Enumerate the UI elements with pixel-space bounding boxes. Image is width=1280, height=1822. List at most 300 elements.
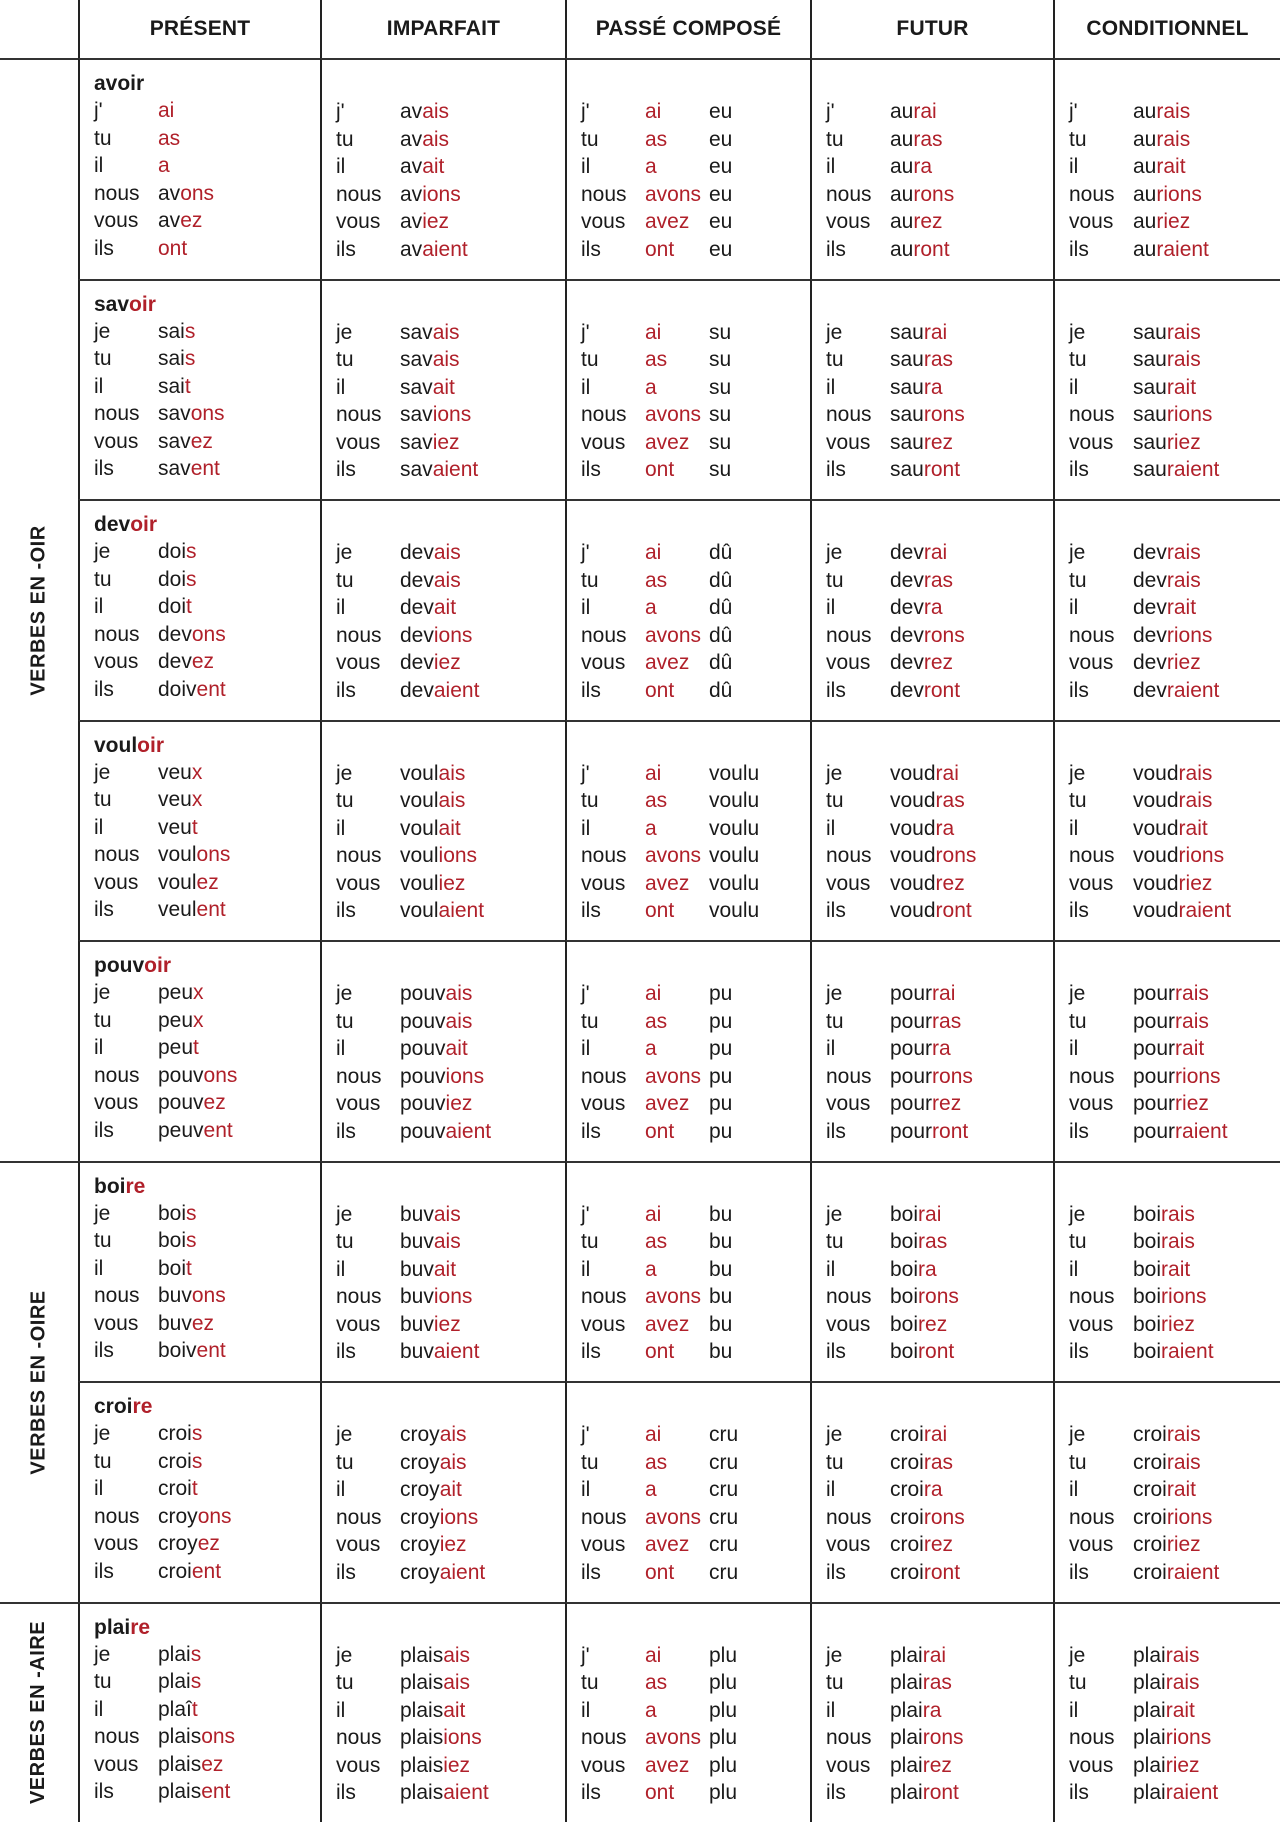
futur-cell-3 (810, 720, 1053, 941)
conjugation-line (1069, 319, 1280, 347)
verb-stem: voud (1133, 761, 1179, 785)
verb-ending: riez (1166, 1533, 1201, 1556)
verb-ending: rait (1166, 596, 1197, 619)
pronoun: ils (581, 1560, 601, 1584)
verb-stem: sav (158, 429, 191, 453)
verb-stem: pour (890, 1064, 933, 1088)
auxiliary-verb: ont (645, 1781, 675, 1804)
auxiliary-verb: avez (645, 210, 690, 233)
auxiliary-verb: as (645, 348, 668, 371)
pronoun: vous (581, 1753, 626, 1777)
conjugation-line (336, 1311, 565, 1339)
pronoun: il (94, 815, 104, 839)
verb-ending: iez (433, 651, 461, 674)
verb-stem: pouv (400, 982, 446, 1005)
conditionnel-cell-6 (1053, 1381, 1280, 1602)
pronoun: je (1069, 1643, 1086, 1667)
past-participle: su (709, 458, 732, 481)
pronoun: ils (1069, 1560, 1089, 1584)
pronoun: ils (826, 458, 846, 481)
pronoun: il (94, 1477, 104, 1500)
conjugation-line (826, 153, 1053, 181)
verb-ending: ez (180, 209, 203, 232)
imparfait-cell-7 (320, 1602, 565, 1822)
verb-ending: rais (1156, 100, 1191, 123)
pronoun: vous (826, 1533, 871, 1556)
verb-infinitive (94, 732, 320, 759)
conjugation-line (336, 842, 565, 870)
verb-ending: ait (443, 1698, 466, 1722)
pronoun: tu (826, 789, 844, 812)
pronoun: ils (336, 1560, 356, 1584)
conjugation-line (1069, 1449, 1280, 1477)
conjugation-line (581, 208, 810, 236)
verb-ending: ra (922, 1698, 942, 1722)
verb-ending: rez (922, 1753, 952, 1777)
pronoun: ils (826, 1781, 846, 1804)
past-participle: cru (709, 1533, 739, 1556)
conjugation-line (336, 1669, 565, 1697)
conjugation-line (336, 567, 565, 595)
conjugation-line (826, 1779, 1053, 1807)
verb-stem: au (890, 210, 914, 233)
passe-compose-cell-5 (565, 1161, 810, 1382)
verb-ending: ait (432, 375, 455, 399)
verb-stem: pour (1133, 1119, 1176, 1143)
verb-ending: ront (913, 237, 950, 261)
conjugation-line (1069, 594, 1280, 622)
verb-ending: ra (913, 155, 933, 178)
auxiliary-verb: ont (645, 237, 675, 261)
verb-ending: rais (1166, 568, 1201, 592)
conjugation-line (581, 1531, 810, 1559)
pronoun: nous (336, 844, 382, 867)
verb-stem: croy (400, 1533, 440, 1556)
verb-stem: au (890, 155, 914, 178)
pronoun: ils (581, 458, 601, 481)
pronoun: vous (1069, 1533, 1114, 1556)
pronoun: il (336, 1257, 346, 1281)
pronoun: il (826, 1478, 836, 1501)
verb-stem: sai (158, 319, 185, 343)
verb-stem: boi (1133, 1312, 1162, 1336)
past-participle: cru (709, 1423, 739, 1446)
verb-stem: croi (890, 1533, 924, 1556)
conjugation-line (94, 428, 320, 456)
pronoun: je (1069, 1423, 1086, 1446)
pronoun: il (1069, 816, 1079, 840)
pronoun: ils (94, 1339, 114, 1362)
conjugation-line (1069, 567, 1280, 595)
verb-stem: dev (94, 513, 131, 536)
pronoun: nous (336, 182, 382, 206)
conjugation-line (581, 401, 810, 429)
verb-stem: pouv (400, 1037, 446, 1060)
pronoun: il (1069, 1257, 1079, 1281)
verb-stem: croi (1133, 1423, 1167, 1446)
pronoun: vous (1069, 1312, 1114, 1336)
verb-ending: s (190, 1670, 202, 1693)
conjugation-line (336, 539, 565, 567)
conjugation-line (826, 1642, 1053, 1670)
conjugation-line (94, 1723, 320, 1751)
pronoun: j' (581, 320, 590, 344)
conjugation-line (1069, 1283, 1280, 1311)
verb-stem: pour (1133, 1009, 1176, 1033)
verb-stem: voud (1133, 816, 1179, 840)
present-cell-6 (78, 1381, 320, 1602)
pronoun: nous (581, 1285, 627, 1308)
verb-ending: ais (438, 761, 466, 785)
past-participle: dû (709, 541, 733, 564)
verb-stem: pour (890, 982, 933, 1005)
pronoun: il (94, 595, 104, 618)
auxiliary-verb: ont (645, 899, 675, 922)
conjugation-line (336, 346, 565, 374)
conjugation-line (336, 594, 565, 622)
verb-stem: voud (1133, 844, 1179, 867)
verb-stem: av (400, 182, 423, 206)
verb-stem: boi (1133, 1285, 1162, 1308)
verb-stem: av (158, 209, 181, 232)
pronoun: je (826, 1643, 843, 1667)
verb-stem: au (1133, 182, 1157, 206)
pronoun: vous (581, 1533, 626, 1556)
verb-stem: dev (400, 651, 434, 674)
conjugation-line (826, 346, 1053, 374)
auxiliary-verb: avez (645, 1092, 690, 1115)
verb-ending: rais (1165, 1671, 1200, 1694)
verb-stem: veu (158, 760, 192, 784)
imparfait-cell-3 (320, 720, 565, 941)
pronoun: ils (336, 678, 356, 702)
verb-ending: ons (191, 1284, 226, 1307)
verb-ending: aient (433, 678, 480, 702)
conjugation-line (826, 1035, 1053, 1063)
conjugation-line (1069, 1421, 1280, 1449)
verb-stem: plai (890, 1643, 923, 1667)
verb-ending: ez (203, 1091, 226, 1114)
group-label-text: VERBES EN -OIRE (27, 1289, 50, 1475)
verb-ending: iez (433, 1312, 461, 1336)
verb-ending: riez (1178, 871, 1213, 895)
verb-stem: buv (158, 1284, 192, 1307)
verb-ending: aient (422, 237, 468, 261)
conjugation-line (581, 1669, 810, 1697)
pronoun: ils (826, 1560, 846, 1584)
conjugation-line (581, 539, 810, 567)
pronoun: il (336, 816, 346, 840)
conjugation-line (1069, 870, 1280, 898)
pronoun: nous (826, 1505, 872, 1529)
pronoun: vous (94, 429, 139, 453)
past-participle: su (709, 403, 732, 426)
verb-stem: plais (400, 1643, 444, 1667)
verb-ending: x (191, 760, 203, 784)
verb-stem: croi (1133, 1505, 1167, 1529)
conjugation-line (336, 1201, 565, 1229)
conjugation-line (1069, 622, 1280, 650)
pronoun: j' (581, 761, 590, 785)
pronoun: tu (581, 568, 599, 592)
pronoun: nous (336, 1505, 382, 1529)
conjugation-line (826, 126, 1053, 154)
conjugation-line (826, 1256, 1053, 1284)
verb-stem: pour (1133, 982, 1176, 1005)
verb-stem: croi (890, 1450, 924, 1474)
pronoun: tu (336, 127, 354, 151)
passe-compose-cell-4 (565, 940, 810, 1161)
verb-ending: ions (438, 844, 478, 867)
conjugation-line (94, 1448, 320, 1476)
conjugation-line (581, 1697, 810, 1725)
imparfait-cell-4 (320, 940, 565, 1161)
verb-ending: ent (196, 1339, 226, 1362)
conjugation-line (94, 786, 320, 814)
pronoun: je (1069, 541, 1086, 564)
verb-ending: ais (432, 320, 460, 344)
past-participle: su (709, 348, 732, 371)
pronoun: nous (1069, 623, 1115, 647)
conjugation-line (1069, 456, 1280, 484)
pronoun: je (94, 981, 111, 1004)
verb-ending: ez (196, 870, 219, 894)
past-participle: pu (709, 982, 733, 1005)
past-participle: su (709, 320, 732, 344)
verb-stem: pour (1133, 1064, 1176, 1088)
verb-ending: ras (922, 1671, 952, 1694)
pronoun: vous (1069, 210, 1114, 233)
conjugation-line (94, 1778, 320, 1806)
pronoun: vous (581, 210, 626, 233)
verb-stem: plai (890, 1781, 923, 1804)
auxiliary-verb: avez (645, 651, 690, 674)
present-cell-7 (78, 1602, 320, 1822)
pronoun: nous (581, 1064, 627, 1088)
conjugation-line (1069, 815, 1280, 843)
pronoun: il (581, 1478, 591, 1501)
auxiliary-verb: ai (645, 541, 662, 564)
verb-ending: ra (923, 375, 943, 399)
conjugation-line (336, 1118, 565, 1146)
pronoun: je (1069, 1202, 1086, 1226)
verb-ending: rait (1175, 1037, 1205, 1060)
verb-stem: voul (400, 844, 439, 867)
verb-ending: rons (923, 403, 965, 426)
auxiliary-verb: a (645, 1698, 657, 1722)
verb-ending: aient (432, 458, 479, 481)
conjugation-line (581, 1338, 810, 1366)
pronoun: j' (581, 100, 590, 123)
verb-ending: iez (443, 1753, 471, 1777)
verb-ending: ez (191, 1311, 215, 1335)
verb-ending: riez (1161, 1312, 1195, 1336)
verb-stem: sau (1133, 348, 1167, 371)
verb-stem: pour (890, 1092, 933, 1115)
pronoun: vous (581, 430, 626, 454)
pronoun: ils (336, 1340, 356, 1363)
conjugation-line (94, 345, 320, 373)
pronoun: ils (581, 1340, 601, 1363)
auxiliary-verb: ai (645, 1423, 662, 1446)
verb-ending: oir (130, 513, 158, 536)
pronoun: nous (94, 402, 140, 425)
pronoun: je (94, 319, 111, 343)
pronoun: tu (1069, 1450, 1087, 1474)
past-participle: plu (709, 1726, 738, 1749)
verb-ending: rez (923, 1533, 954, 1556)
verb-stem: dev (1133, 678, 1167, 702)
conjugation-line (826, 1008, 1053, 1036)
verb-ending: rions (1175, 1064, 1221, 1088)
verb-ending: ons (180, 181, 215, 205)
verb-stem: sau (890, 458, 924, 481)
verb-ending: iez (432, 430, 460, 454)
pronoun: vous (826, 1312, 871, 1336)
pronoun: je (336, 1202, 353, 1226)
verb-stem: croi (890, 1478, 924, 1501)
verb-stem: plai (158, 1670, 191, 1693)
verb-stem: croi (158, 1559, 192, 1583)
futur-cell-2 (810, 499, 1053, 720)
verb-stem: plais (400, 1726, 444, 1749)
past-participle: cru (709, 1478, 739, 1501)
conjugation-line (94, 1641, 320, 1669)
past-participle: plu (709, 1753, 738, 1777)
verb-ending: s (186, 1201, 197, 1225)
pronoun: je (826, 982, 843, 1005)
verb-ending: rons (923, 1505, 965, 1529)
verb-ending: ent (191, 1559, 222, 1583)
verb-ending: ra (923, 596, 943, 619)
past-participle: bu (709, 1230, 733, 1253)
conjugation-line (336, 1063, 565, 1091)
pronoun: il (94, 1036, 104, 1059)
verb-infinitive (94, 291, 320, 318)
verb-stem: sau (1133, 458, 1167, 481)
verb-ending: ras (913, 127, 943, 151)
verb-ending: aient (433, 1340, 480, 1363)
pronoun: tu (94, 126, 112, 150)
conjugation-line (94, 1475, 320, 1503)
futur-cell-6 (810, 1381, 1053, 1602)
verb-stem: plai (890, 1726, 923, 1749)
pronoun: il (581, 375, 591, 399)
verb-stem: croi (158, 1477, 192, 1500)
pronoun: tu (1069, 789, 1087, 812)
past-participle: cru (709, 1560, 739, 1584)
verb-stem: sai (158, 347, 185, 370)
auxiliary-verb: ai (645, 982, 662, 1005)
verb-stem: croi (1133, 1450, 1167, 1474)
group-label-0 (0, 58, 78, 1161)
verb-stem: voul (400, 816, 439, 840)
verb-stem: croi (94, 1395, 133, 1418)
pronoun: nous (826, 182, 872, 206)
auxiliary-verb: avez (645, 430, 690, 454)
conjugation-line (581, 1559, 810, 1587)
conjugation-line (1069, 1063, 1280, 1091)
conjugation-line (336, 1476, 565, 1504)
verb-ending: ait (433, 1257, 457, 1281)
conjugation-line (94, 400, 320, 428)
pronoun: tu (336, 568, 354, 592)
verb-infinitive (94, 511, 320, 538)
verb-stem: voul (400, 871, 439, 895)
conjugation-line (826, 1724, 1053, 1752)
pronoun: ils (94, 1118, 114, 1142)
conjugation-line (1069, 1338, 1280, 1366)
pronoun: ils (336, 458, 356, 481)
conjugation-line (94, 676, 320, 704)
pronoun: tu (336, 1450, 354, 1474)
conjugation-line (336, 1090, 565, 1118)
verb-ending: rai (932, 982, 956, 1005)
verb-stem: plai (890, 1671, 923, 1694)
pronoun: il (826, 1698, 836, 1722)
pronoun: vous (336, 1092, 381, 1115)
verb-stem: buv (400, 1285, 434, 1308)
verb-stem: buv (400, 1202, 434, 1226)
pronoun: ils (336, 237, 356, 261)
conjugation-line (581, 1724, 810, 1752)
passe-compose-cell-6 (565, 1381, 810, 1602)
verb-ending: t (191, 815, 198, 839)
pronoun: tu (1069, 348, 1087, 371)
verb-ending: rait (1161, 1257, 1191, 1281)
pronoun: ils (336, 1781, 356, 1804)
conjugation-line (581, 1035, 810, 1063)
conjugation-line (581, 815, 810, 843)
pronoun: vous (94, 870, 139, 894)
auxiliary-verb: as (645, 1230, 668, 1253)
pronoun: tu (1069, 127, 1087, 151)
pronoun: vous (336, 651, 381, 674)
conjugation-line (336, 1752, 565, 1780)
conjugation-line (826, 1283, 1053, 1311)
verb-ending: rais (1175, 982, 1209, 1005)
verb-ending: ra (923, 1478, 943, 1501)
verb-stem: av (400, 237, 423, 261)
conjugation-line (581, 677, 810, 705)
verb-ending: ions (443, 1726, 482, 1749)
pronoun: ils (581, 678, 601, 702)
pronoun: vous (336, 430, 381, 454)
pronoun: il (336, 596, 346, 619)
conjugation-line (826, 1090, 1053, 1118)
verb-ending: iez (439, 1533, 467, 1556)
conjugation-line (336, 1559, 565, 1587)
verb-stem: pouv (400, 1092, 446, 1115)
conjugation-line (581, 1642, 810, 1670)
pronoun: tu (581, 127, 599, 151)
auxiliary-verb: a (645, 1478, 657, 1501)
verb-ending: rons (913, 182, 955, 206)
verb-ending: re (132, 1395, 153, 1418)
conjugation-line (581, 594, 810, 622)
conjugation-line (826, 594, 1053, 622)
auxiliary-verb: ont (645, 1340, 675, 1363)
verb-ending: ez (201, 1752, 224, 1776)
pronoun: vous (336, 1312, 381, 1336)
verb-ending: ais (443, 1671, 471, 1694)
pronoun: il (1069, 1037, 1079, 1060)
conjugation-line (581, 1008, 810, 1036)
verb-stem: boi (1133, 1202, 1162, 1226)
conjugation-line (94, 1089, 320, 1117)
verb-ending: ras (923, 568, 954, 592)
group-label-1 (0, 1161, 78, 1602)
